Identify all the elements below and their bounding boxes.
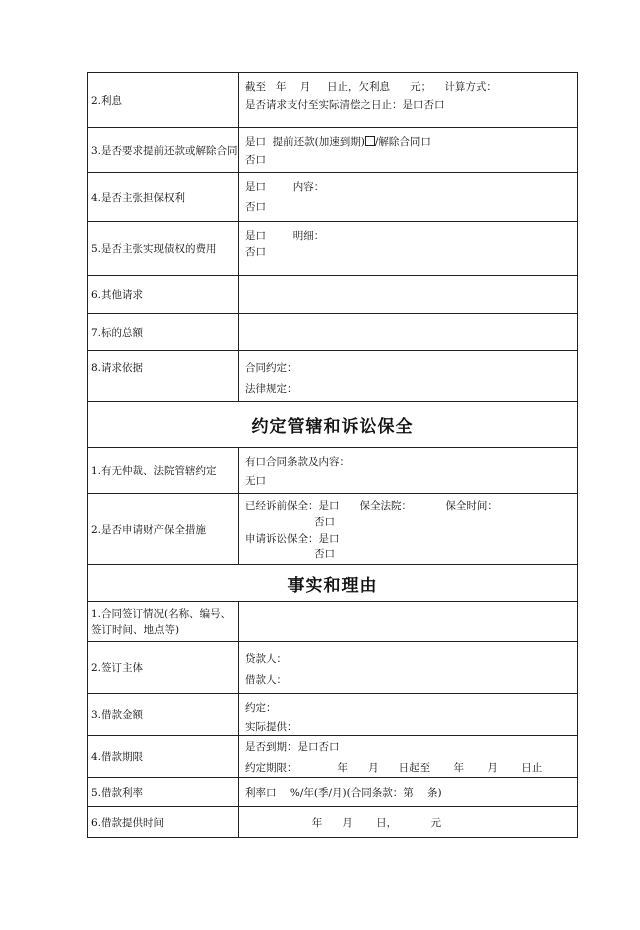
row-label (88, 602, 239, 641)
row-label: 4.是否主张担保权利 (88, 173, 239, 221)
row-label: 6.借款提供时间 (88, 807, 239, 837)
amount-line-1: 约定： (245, 702, 277, 714)
interest-line-2: 是否请求支付至实际清偿之日止：是口否口 (245, 99, 445, 111)
row-early-repay (88, 127, 577, 172)
row-label: 5.是否主张实现债权的费用 (88, 222, 239, 275)
interest-field[interactable] (239, 73, 577, 127)
row-label: 3.借款金额 (88, 694, 239, 735)
costs-field[interactable] (239, 222, 577, 275)
row-label: 2.签订主体 (88, 642, 239, 693)
early-repay-text-b: /解除合同口 (374, 136, 431, 148)
early-repay-field[interactable] (239, 128, 577, 172)
row-provision-time (88, 806, 577, 837)
preservation-line-1: 已经诉前保全：是口 保全法院： 保全时间： (245, 500, 498, 512)
basis-line-2: 法律规定： (245, 383, 298, 395)
row-label: 2.利息 (88, 73, 239, 127)
basis-field[interactable] (239, 351, 577, 401)
other-field[interactable] (239, 276, 577, 313)
basis-line-1: 合同约定： (245, 362, 298, 374)
row-costs (88, 221, 577, 275)
early-repay-text-a: 是口 提前还款(加速到期) (245, 136, 365, 148)
row-label: 5.借款利率 (88, 778, 239, 806)
guarantee-line-1: 是口 内容： (245, 181, 325, 193)
jurisdiction-field[interactable] (239, 448, 577, 493)
row-basis (88, 350, 577, 401)
interest-line-1: 截至 年 月 日止，欠利息 元； 计算方式： (245, 81, 497, 93)
rate-field[interactable] (239, 778, 577, 806)
total-field[interactable] (239, 314, 577, 350)
term-line-1: 是否到期：是口否口 (245, 741, 340, 753)
checkbox[interactable] (365, 136, 375, 146)
row-label: 4.借款期限 (88, 736, 239, 777)
early-repay-line-2: 否口 (245, 154, 266, 166)
term-field[interactable] (239, 736, 577, 777)
row-amount (88, 693, 577, 735)
amount-line-2: 实际提供： (245, 721, 298, 733)
row-label: 1.有无仲裁、法院管辖约定 (88, 448, 239, 493)
signing-label-line-2: 签订时间、地点等) (91, 623, 180, 636)
row-label: 7.标的总额 (88, 314, 239, 350)
amount-field[interactable] (239, 694, 577, 735)
costs-line-2: 否口 (245, 246, 266, 258)
provision-time-field[interactable] (239, 807, 577, 837)
row-signing (88, 601, 577, 641)
row-preservation (88, 493, 577, 564)
row-label: 2.是否申请财产保全措施 (88, 494, 239, 564)
preservation-field[interactable] (239, 494, 577, 564)
row-other (88, 275, 577, 313)
complaint-form-table (87, 72, 578, 838)
row-interest (88, 73, 577, 127)
section-title-jurisdiction: 约定管辖和诉讼保全 (88, 401, 577, 447)
jurisdiction-line-1: 有口合同条款及内容： (245, 456, 350, 468)
preservation-line-3: 申请诉讼保全：是口 (245, 533, 340, 545)
signing-label-line-1: 1.合同签订情况(名称、编号、 (91, 607, 232, 620)
row-guarantee (88, 172, 577, 221)
row-jurisdiction (88, 447, 577, 493)
section-title-facts: 事实和理由 (88, 564, 577, 601)
row-term (88, 735, 577, 777)
guarantee-field[interactable] (239, 173, 577, 221)
parties-field[interactable] (239, 642, 577, 693)
row-rate (88, 777, 577, 806)
rate-line-1: 利率口 %/年(季/月)(合同条款：第 条) (245, 787, 442, 799)
parties-line-2: 借款人： (245, 674, 287, 686)
row-label: 8.请求依据 (88, 351, 239, 401)
signing-field[interactable] (239, 602, 577, 641)
guarantee-line-2: 否口 (245, 201, 266, 213)
preservation-line-2: 否口 (314, 516, 335, 528)
row-label: 3.是否要求提前还款或解除合同 (88, 128, 239, 172)
provision-time-line-1: 年 月 日， 元 (245, 817, 442, 829)
preservation-line-4: 否口 (314, 548, 335, 560)
row-total (88, 313, 577, 350)
parties-line-1: 贷款人： (245, 653, 287, 665)
costs-line-1: 是口 明细： (245, 230, 325, 242)
row-parties (88, 641, 577, 693)
early-repay-line-1 (245, 134, 431, 149)
term-line-2: 约定期限： 年 月 日起至 年 月 日止 (245, 762, 543, 774)
row-label: 6.其他请求 (88, 276, 239, 313)
jurisdiction-line-2: 无口 (245, 475, 266, 487)
